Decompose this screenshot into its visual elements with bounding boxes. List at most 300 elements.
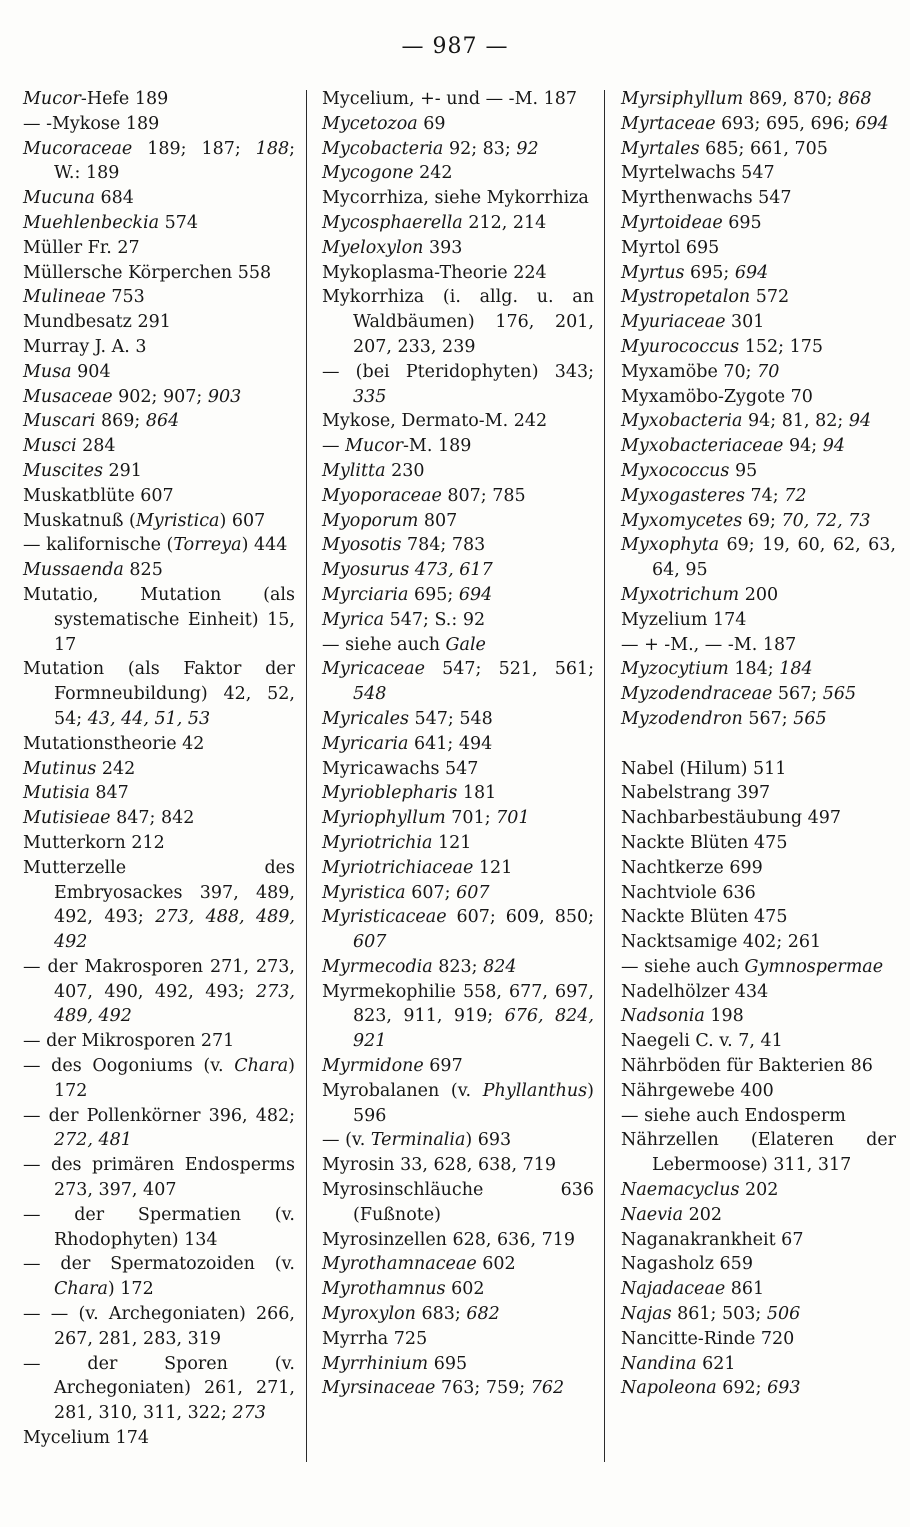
entry-text: 547; 548 — [408, 708, 493, 729]
entry-text-italic: 188 — [255, 138, 290, 159]
index-entry — [23, 186, 295, 211]
index-entry — [23, 1302, 295, 1352]
entry-text-italic: 184 — [779, 659, 813, 680]
entry-text: Mycelium, +- und — -M. 187 — [322, 89, 578, 109]
entry-text-italic: Najadaceae — [621, 1279, 726, 1300]
entry-text: Nabel (Hilum) 511 — [621, 758, 787, 779]
index-entry — [23, 781, 295, 806]
entry-text-italic: 607 — [456, 882, 490, 903]
entry-text-italic: Terminalia — [370, 1130, 466, 1151]
entry-text-italic: Myristica — [135, 510, 220, 531]
entry-text-italic: Muscari — [23, 411, 96, 432]
index-entry — [23, 236, 295, 261]
index-entry — [322, 285, 594, 359]
entry-text: — + -M., — -M. 187 — [621, 634, 797, 655]
entry-text-italic: Naemacyclus — [621, 1180, 740, 1201]
index-entry — [621, 806, 896, 831]
index-entry — [621, 1004, 896, 1029]
index-entry — [621, 509, 896, 534]
entry-text-italic: Musci — [23, 436, 77, 457]
entry-text-italic: 565 — [822, 684, 857, 705]
index-entry — [621, 1376, 896, 1401]
entry-text: 602 — [445, 1279, 485, 1300]
entry-text: 572 — [750, 287, 790, 308]
entry-text: ) 172 — [54, 1056, 295, 1101]
entry-text: Nachtkerze 699 — [621, 857, 763, 878]
entry-text: Mutatio, Mutation (als systematische Einheit) 15, 17 — [23, 584, 295, 655]
entry-text: 301 — [725, 312, 765, 333]
index-entry — [23, 732, 295, 757]
entry-text-italic: Myurococcus — [621, 336, 740, 357]
entry-text-italic: 868 — [838, 89, 872, 109]
index-entry — [23, 657, 295, 731]
entry-text-italic: Myoporum — [322, 510, 419, 531]
index-entry — [23, 1352, 295, 1426]
entry-text: Muskatnuß ( — [23, 510, 136, 531]
entry-text-italic: Myxotrichum — [621, 584, 740, 605]
index-entry — [322, 1178, 594, 1228]
entry-text: Mundbesatz 291 — [23, 312, 171, 333]
entry-text-italic: Myrmidone — [322, 1056, 424, 1077]
index-entry — [621, 385, 896, 410]
entry-text-italic: Myrioblepharis — [322, 783, 458, 804]
entry-text-italic: Myzodendraceae — [621, 684, 773, 705]
entry-text-italic: Gale — [445, 634, 486, 655]
index-entry — [621, 335, 896, 360]
index-entry — [322, 186, 594, 211]
entry-text-italic: Myrsiphyllum — [621, 89, 744, 109]
index-entry — [621, 905, 896, 930]
entry-text-italic: Myrtus — [621, 262, 685, 283]
entry-text-italic: Myxophyta — [621, 535, 720, 556]
entry-text: Nagasholz 659 — [621, 1254, 753, 1275]
entry-text: Myxamöbo-Zygote 70 — [621, 386, 813, 407]
entry-text: 692; — [716, 1378, 768, 1399]
entry-text-italic: 682 — [466, 1304, 500, 1325]
index-entry — [23, 434, 295, 459]
entry-text-italic: Mystropetalon — [621, 287, 751, 308]
entry-text-italic: 694 — [734, 262, 769, 283]
index-entry — [322, 757, 594, 782]
entry-text-italic: Myristicaceae — [322, 907, 447, 928]
entry-text: Nährgewebe 400 — [621, 1080, 774, 1101]
index-entry — [621, 1203, 896, 1228]
entry-text: Nadelhölzer 434 — [621, 981, 769, 1002]
index-entry — [23, 533, 295, 558]
entry-text-italic: 824 — [483, 956, 517, 977]
entry-text-italic: Myriotrichia — [322, 832, 433, 853]
entry-text: — der Mikrosporen 271 — [23, 1031, 235, 1052]
entry-text: 695; — [684, 262, 735, 283]
entry-text-italic: Mylitta — [322, 460, 386, 481]
entry-text: Mycorrhiza, siehe Mykorrhiza — [322, 188, 589, 209]
entry-text-italic: Myxogasteres — [621, 485, 745, 506]
entry-text: Mykoplasma-Theorie 224 — [322, 262, 547, 283]
index-entry — [23, 211, 295, 236]
index-entry — [322, 434, 594, 459]
index-entry — [322, 509, 594, 534]
index-entry — [23, 360, 295, 385]
entry-text-italic: Chara — [54, 1279, 108, 1300]
index-entry — [621, 856, 896, 881]
index-entry — [23, 1029, 295, 1054]
entry-text: 284 — [76, 436, 116, 457]
entry-text-italic: Myuriaceae — [621, 312, 726, 333]
entry-text-italic: Gymnospermae — [744, 956, 884, 977]
index-entry — [621, 236, 896, 261]
entry-text: 69 — [417, 113, 446, 134]
index-entry — [23, 335, 295, 360]
entry-text: 641; 494 — [408, 733, 493, 754]
entry-text: Nackte Blüten 475 — [621, 832, 788, 853]
index-entry — [322, 87, 594, 112]
entry-text-italic: 903 — [207, 386, 242, 407]
entry-text: 807; 785 — [441, 485, 526, 506]
index-entry — [621, 1128, 896, 1178]
entry-text: 121 — [473, 857, 513, 878]
index-entry — [621, 1054, 896, 1079]
entry-text-italic: Musa — [23, 361, 72, 382]
index-entry — [621, 137, 896, 162]
index-entry — [23, 1153, 295, 1203]
entry-text: 685; 661, 705 — [699, 138, 828, 159]
index-entry — [322, 831, 594, 856]
index-entry — [621, 112, 896, 137]
section-gap — [621, 732, 896, 757]
entry-text-italic: Nandina — [621, 1353, 697, 1374]
entry-text-italic: Myzodendron — [621, 708, 743, 729]
index-entry — [621, 608, 896, 633]
entry-text-italic: Mutisieae — [23, 808, 111, 829]
entry-text-italic: 607 — [353, 932, 387, 953]
index-entry — [322, 806, 594, 831]
column-divider — [306, 90, 307, 1462]
index-entry — [322, 137, 594, 162]
column-divider — [604, 90, 605, 1462]
index-entry — [621, 980, 896, 1005]
entry-text-italic: Myzocytium — [621, 659, 729, 680]
index-entry — [322, 459, 594, 484]
index-entry — [23, 856, 295, 955]
entry-text: 902; 907; — [112, 386, 208, 407]
index-entry — [322, 360, 594, 410]
entry-text-italic: Myroxylon — [322, 1304, 416, 1325]
entry-text: ) 444 — [241, 535, 288, 556]
entry-text: 861 — [725, 1279, 765, 1300]
index-entry — [621, 484, 896, 509]
index-entry — [621, 682, 896, 707]
index-entry — [322, 409, 594, 434]
entry-text: Murray J. A. 3 — [23, 336, 147, 357]
index-entry — [322, 1054, 594, 1079]
entry-text: 212, 214 — [462, 212, 547, 233]
index-entry — [621, 707, 896, 732]
entry-text: — kalifornische ( — [23, 535, 174, 556]
index-entry — [621, 310, 896, 335]
entry-text: 230 — [385, 460, 425, 481]
entry-text: Mycelium 174 — [23, 1428, 149, 1449]
entry-text-italic: 762 — [530, 1378, 565, 1399]
entry-text-italic: 676, 824, 921 — [353, 1006, 594, 1052]
entry-text: — der Spermatozoiden (v. — [23, 1254, 295, 1275]
entry-text-italic: Chara — [234, 1056, 289, 1077]
index-entry — [621, 1327, 896, 1352]
index-entry — [621, 87, 896, 112]
entry-text-italic: Mycosphaerella — [322, 212, 463, 233]
index-entry — [322, 1252, 594, 1277]
index-entry — [621, 781, 896, 806]
entry-text-italic: Muehlenbeckia — [23, 212, 160, 233]
index-entry — [23, 409, 295, 434]
index-entry — [23, 955, 295, 1029]
entry-text: 784; 783 — [401, 535, 486, 556]
index-entry — [322, 1228, 594, 1253]
entry-text: 807 — [418, 510, 458, 531]
entry-text-italic: 273, 489, 492 — [54, 981, 295, 1027]
index-entry — [322, 261, 594, 286]
entry-text-italic: Mucor — [23, 89, 81, 109]
entry-text: 869; — [95, 411, 146, 432]
index-column-2 — [322, 87, 594, 1401]
entry-text-italic: 70, 72, 73 — [781, 510, 871, 531]
index-entry — [621, 161, 896, 186]
entry-text-italic: Myriophyllum — [322, 808, 446, 829]
entry-text: Müllersche Körperchen 558 — [23, 262, 272, 283]
entry-text: Mutation (als Faktor der Formneubildung) 42, 52, 54; — [23, 659, 295, 729]
entry-text: Myrosinzellen 628, 636, 719 — [322, 1229, 575, 1250]
entry-text: Naegeli C. v. 7, 41 — [621, 1031, 783, 1052]
index-entry — [322, 211, 594, 236]
index-entry — [322, 1352, 594, 1377]
index-entry — [322, 161, 594, 186]
index-entry — [23, 1426, 295, 1451]
index-entry — [621, 1079, 896, 1104]
entry-text: Nährzellen (Elateren der Lebermoose) 311, 317 — [621, 1130, 896, 1176]
entry-text: 695 — [722, 212, 762, 233]
index-entry — [621, 583, 896, 608]
entry-text: 202 — [739, 1180, 779, 1201]
entry-text-italic: 70 — [757, 361, 780, 382]
index-entry — [621, 533, 896, 583]
entry-text: — (bei Pteridophyten) 343; — [322, 361, 594, 382]
entry-text: — der Pollenkörner 396, 482; — [23, 1105, 295, 1126]
entry-text: 181 — [457, 783, 497, 804]
index-entry — [23, 112, 295, 137]
index-entry — [621, 757, 896, 782]
entry-text: 92; 83; — [443, 138, 517, 159]
entry-text-italic: Mutinus — [23, 758, 97, 779]
entry-text-italic: 94 — [848, 411, 872, 432]
entry-text-italic: Mulineae — [23, 287, 106, 308]
entry-text: Myrtol 695 — [621, 237, 720, 258]
entry-text-italic: 694 — [855, 113, 889, 134]
entry-text: 701; — [445, 808, 497, 829]
entry-text: 684 — [94, 188, 134, 209]
entry-text: 202 — [683, 1204, 722, 1225]
entry-text: — — [322, 436, 346, 457]
entry-text: Nackte Blüten 475 — [621, 907, 788, 928]
entry-text: 607; 609, 850; — [446, 907, 594, 928]
entry-text-italic: 92 — [516, 138, 539, 159]
entry-text-italic: Myosotis — [322, 535, 402, 556]
index-entry — [621, 285, 896, 310]
entry-text: — -Mykose 189 — [23, 113, 160, 134]
entry-text: 607; — [405, 882, 457, 903]
index-entry — [23, 831, 295, 856]
entry-text-italic: Myosurus 473, 617 — [322, 560, 493, 581]
index-entry — [23, 87, 295, 112]
entry-text-italic: Mucoraceae — [23, 138, 133, 159]
index-entry — [322, 1079, 594, 1129]
entry-text-italic: 272, 481 — [54, 1130, 132, 1151]
entry-text-italic: Myxomycetes — [621, 510, 743, 531]
entry-text: 695 — [428, 1353, 468, 1374]
entry-text: — des Oogoniums (v. — [23, 1056, 235, 1077]
index-entry — [621, 211, 896, 236]
entry-text: Muskatblüte 607 — [23, 485, 174, 506]
entry-text: ) 596 — [353, 1080, 594, 1126]
index-entry — [322, 633, 594, 658]
entry-text: 94; 81, 82; — [742, 411, 849, 432]
entry-text-italic: 506 — [766, 1304, 801, 1325]
index-entry — [23, 1203, 295, 1253]
index-entry — [621, 186, 896, 211]
entry-text-italic: 273 — [232, 1403, 266, 1424]
entry-text: 69; 19, 60, 62, 63, 64, 95 — [652, 535, 896, 581]
index-entry — [621, 881, 896, 906]
entry-text: Mutterzelle des Embryosackes 397, 489, 492, 493; — [23, 857, 295, 928]
entry-text: 152; 175 — [739, 336, 823, 357]
entry-text: 200 — [739, 584, 779, 605]
entry-text-italic: Myxococcus — [621, 460, 730, 481]
index-entry — [621, 1252, 896, 1277]
entry-text: 567; — [742, 708, 794, 729]
entry-text: — (v. — [322, 1130, 371, 1151]
index-column-3 — [621, 87, 896, 1401]
entry-text: — der Spermatien (v. Rhodophyten) 134 — [23, 1204, 295, 1250]
entry-text: ; W.: 189 — [54, 138, 295, 184]
entry-text-italic: Myxobacteriaceae — [621, 436, 784, 457]
index-entry — [322, 608, 594, 633]
entry-text-italic: Torreya — [173, 535, 242, 556]
entry-text: Mutterkorn 212 — [23, 832, 165, 853]
entry-text: 602 — [476, 1254, 516, 1275]
index-entry — [621, 360, 896, 385]
index-entry — [23, 310, 295, 335]
index-entry — [23, 558, 295, 583]
entry-text: 184; — [728, 659, 780, 680]
entry-text: 695; — [408, 584, 459, 605]
entry-text-italic: 43, 44, 51, 53 — [87, 708, 211, 729]
index-entry — [621, 459, 896, 484]
entry-text-italic: 694 — [458, 584, 493, 605]
entry-text-italic: Myrmecodia — [322, 956, 433, 977]
entry-text: — — (v. Archegoniaten) 266, 267, 281, 283, 319 — [23, 1304, 295, 1349]
entry-text-italic: Mutisia — [23, 783, 90, 804]
entry-text-italic: 701 — [496, 808, 530, 829]
entry-text: Myrtelwachs 547 — [621, 163, 775, 184]
entry-text: 567; — [772, 684, 823, 705]
entry-text-italic: Mycobacteria — [322, 138, 444, 159]
index-entry — [322, 1153, 594, 1178]
index-entry — [23, 1104, 295, 1154]
entry-text: 683; — [415, 1304, 467, 1325]
entry-text: 547; S.: 92 — [384, 609, 486, 630]
index-entry — [621, 434, 896, 459]
index-entry — [621, 1352, 896, 1377]
entry-text: ) 172 — [107, 1279, 154, 1300]
entry-text-italic: Myxobacteria — [621, 411, 743, 432]
entry-text: 69; — [742, 510, 782, 531]
index-entry — [23, 459, 295, 484]
index-entry — [322, 1376, 594, 1401]
entry-text-italic: Mucuna — [23, 188, 95, 209]
entry-text-italic: Najas — [621, 1304, 672, 1325]
entry-text: Mutationstheorie 42 — [23, 733, 205, 754]
entry-text-italic: Myrciaria — [322, 584, 409, 605]
entry-text-italic: Myricaceae — [322, 659, 425, 680]
entry-text-italic: Mucor — [345, 436, 403, 457]
entry-text-italic: Myrsinaceae — [322, 1378, 436, 1399]
entry-text: 869, 870; — [743, 89, 839, 109]
entry-text-italic: Phyllanthus — [482, 1080, 588, 1101]
index-entry — [322, 533, 594, 558]
entry-text: — der Makrosporen 271, 273, 407, 490, 492, 493; — [23, 956, 295, 1002]
entry-text: 763; 759; — [435, 1378, 531, 1399]
index-entry — [23, 1252, 295, 1302]
index-entry — [621, 1029, 896, 1054]
index-entry — [621, 1104, 896, 1129]
index-entry — [23, 509, 295, 534]
entry-text: Myrrha 725 — [322, 1328, 428, 1349]
entry-text: Myrosin 33, 628, 638, 719 — [322, 1155, 556, 1176]
entry-text: 94; — [783, 436, 823, 457]
entry-text: Myzelium 174 — [621, 609, 747, 630]
index-entry — [621, 1302, 896, 1327]
entry-text-italic: Myricaria — [322, 733, 409, 754]
index-entry — [322, 1128, 594, 1153]
index-entry — [322, 732, 594, 757]
entry-text: Myrmekophilie 558, 677, 697, 823, 911, 919; — [322, 981, 594, 1027]
entry-text: Nabelstrang 397 — [621, 783, 771, 804]
entry-text: ) 607 — [219, 510, 266, 531]
index-entry — [322, 236, 594, 261]
entry-text: 825 — [123, 560, 163, 581]
entry-text: Myrthenwachs 547 — [621, 188, 792, 209]
entry-text-italic: Naevia — [621, 1204, 684, 1225]
entry-text-italic: 864 — [145, 411, 180, 432]
entry-text-italic: 335 — [353, 386, 387, 407]
entry-text: — siehe auch Endosperm — [621, 1105, 846, 1126]
entry-text: — siehe auch — [621, 956, 745, 977]
entry-text: 74; — [744, 485, 785, 506]
index-entry — [23, 484, 295, 509]
entry-text: Mykorrhiza (i. allg. u. an Waldbäumen) 176, 201, 207, 233, 239 — [322, 287, 594, 357]
index-entry — [322, 955, 594, 980]
index-entry — [322, 112, 594, 137]
entry-text: Nährböden für Bakterien 86 — [621, 1056, 873, 1077]
index-entry — [322, 856, 594, 881]
entry-text-italic: Myrtaceae — [621, 113, 716, 134]
entry-text: Nacktsamige 402; 261 — [621, 932, 822, 953]
index-entry — [621, 1178, 896, 1203]
entry-text: 753 — [105, 287, 145, 308]
entry-text: Nachtviole 636 — [621, 882, 756, 903]
entry-text-italic: Myrothamnaceae — [322, 1254, 477, 1275]
entry-text: 242 — [413, 163, 453, 184]
index-column-1 — [23, 87, 295, 1451]
entry-text-italic: 72 — [784, 485, 807, 506]
